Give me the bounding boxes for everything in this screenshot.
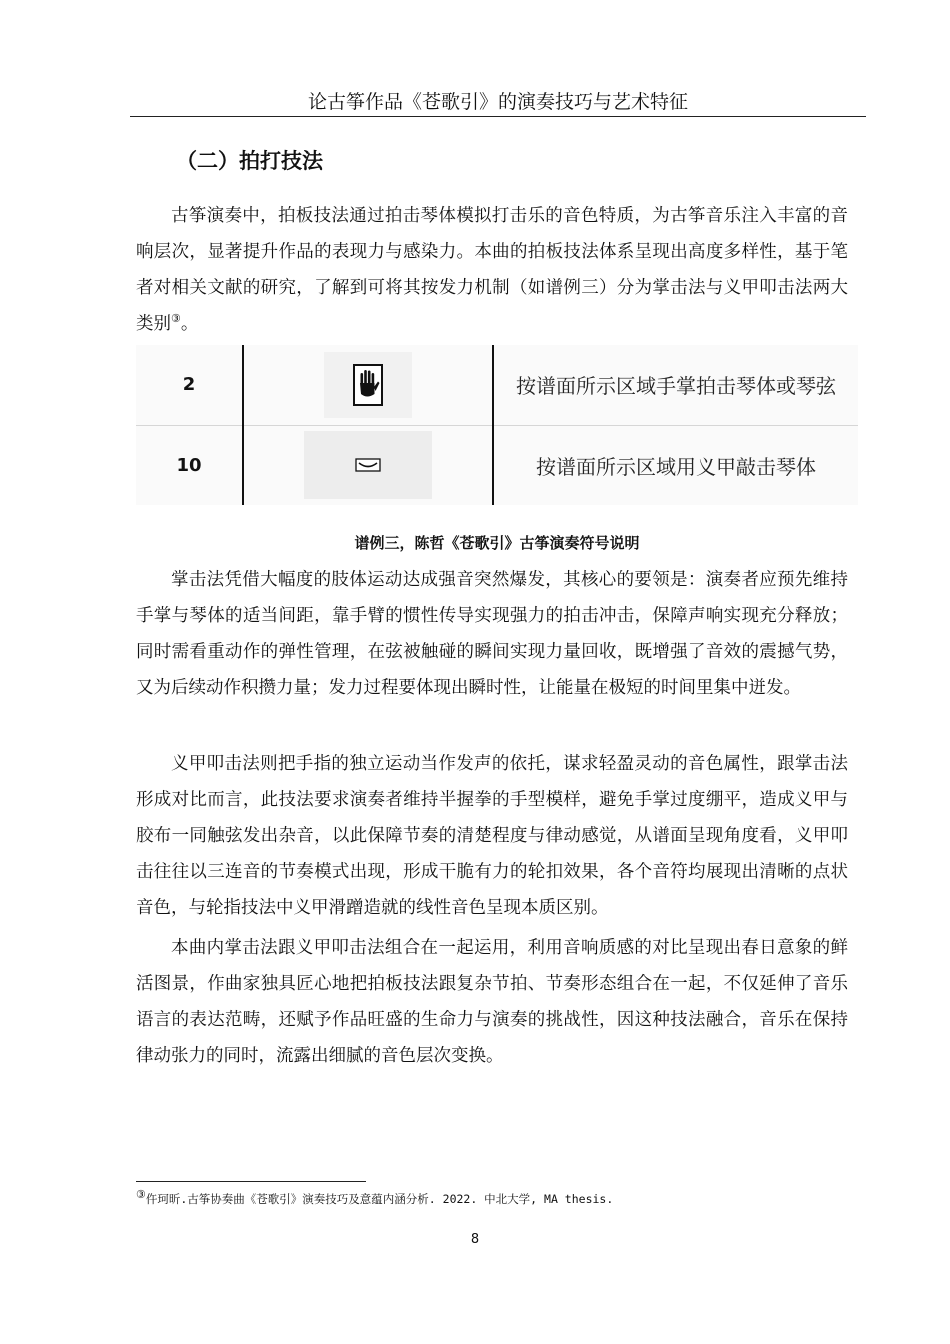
paragraph-intro-end: 。 [180,314,199,334]
page-number: 8 [470,1232,480,1247]
symbol-number: 2 [136,345,243,425]
symbol-description: 按谱面所示区域手掌拍击琴体或琴弦 [516,374,836,399]
symbol-cell [243,345,493,425]
footnote-divider [136,1181,366,1182]
nail-tap-icon [355,457,381,473]
symbol-cell [243,425,493,505]
footnote-ref[interactable]: ③ [171,312,181,326]
paragraph-combination: 本曲内掌击法跟义甲叩击法组合在一起运用，利用音响质感的对比呈现出春日意象的鲜活图景，作曲家独具匠心地把拍板技法跟复杂节拍、节奏形态组合在一起，不仅延伸了音乐语言的表达范畴，还赋予作品旺盛的生命力与演奏的挑战性，因这种技法融合，音乐在保持律动张力的同时，流露出细腻的音色层次变换。 [136,938,848,1066]
footnote [136,1190,856,1208]
table-caption: 谱例三，陈哲《苍歌引》古筝演奏符号说明 [354,534,640,552]
paragraph-palm-technique: 掌击法凭借大幅度的肢体运动达成强音突然爆发，其核心的要领是：演奏者应预先维持手掌与琴体的适当间距，靠手臂的惯性传导实现强力的拍击冲击，保障声响实现充分释放；同时需看重动作的弹性管理，在弦被触碰的瞬间实现力量回收，既增强了音效的震撼气势，又为后续动作积攒力量；发力过程要体现出瞬时性，让能量在极短的时间里集中迸发。 [136,570,848,698]
symbol-table [136,345,858,505]
footnote-text: 仵珂昕.古筝协奏曲《苍歌引》演奏技巧及意蕴内涵分析. 2022. 中北大学, MA thesis. [145,1192,614,1206]
symbol-image [324,352,412,418]
section-title: （二）拍打技法 [176,149,323,173]
symbol-number: 10 [136,425,243,505]
symbol-image [304,431,432,499]
paragraph-intro-text: 古筝演奏中，拍板技法通过拍击琴体模拟打击乐的音色特质，为古筝音乐注入丰富的音响层次，显著提升作品的表现力与感染力。本曲的拍板技法体系呈现出高度多样性，基于笔者对相关文献的研究，了解到可将其按发力机制（如谱例三）分为掌击法与义甲叩击法两大类别 [136,206,848,334]
footnote-marker: ③ [136,1188,146,1202]
paragraph-nail-technique: 义甲叩击法则把手指的独立运动当作发声的依托，谋求轻盈灵动的音色属性，跟掌击法形成对比而言，此技法要求演奏者维持半握拳的手型模样，避免手掌过度绷平，造成义甲与胶布一同触弦发出杂音，以此保障节奏的清楚程度与律动感觉，从谱面呈现角度看，义甲叩击往往以三连音的节奏模式出现，形成干脆有力的轮扣效果，各个音符均展现出清晰的点状音色，与轮指技法中义甲滑蹭造就的线性音色呈现本质区别。 [136,754,848,918]
running-header: 论古筝作品《苍歌引》的演奏技巧与艺术特征 [130,88,866,117]
table-row [136,425,858,505]
hand-palm-icon [353,364,383,406]
table-row [136,345,858,425]
paragraph-intro [136,198,848,342]
symbol-description: 按谱面所示区域用义甲敲击琴体 [493,425,858,505]
